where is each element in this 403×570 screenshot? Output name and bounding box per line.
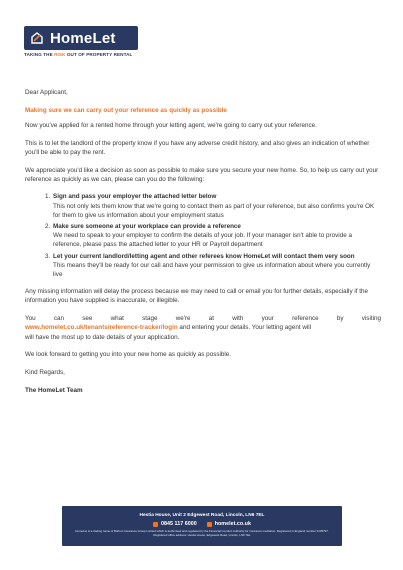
signature: The HomeLet Team bbox=[25, 386, 83, 394]
paragraph-missing-info: Any missing information will delay the process because we may need to call or email you for further details, especially if the information you have supplied is inaccurate, or illegible. bbox=[25, 288, 368, 305]
greeting: Dear Applicant, bbox=[25, 89, 68, 96]
logo-badge bbox=[24, 26, 138, 50]
step-body: We need to speak to your employer to confirm the details of your job. If your manager isn't able to provide a reference, please pass the attached letter to your HR or Payroll department bbox=[53, 232, 352, 249]
web-icon bbox=[207, 522, 212, 527]
letter-headline: Making sure we can carry out your reference as quickly as possible bbox=[25, 106, 227, 114]
steps-list bbox=[25, 192, 381, 279]
paragraph-intro: Now you've applied for a rented home through your letting agent, we're going to carry out your reference. bbox=[25, 121, 317, 129]
brand-tagline: TAKING THE RISK OUT OF PROPERTY RENTAL bbox=[24, 52, 133, 57]
step-title: 1. Sign and pass your employer the attached letter below bbox=[53, 193, 217, 201]
paragraph-purpose: This is to let the landlord of the property know if you have any adverse credit history, and also gives an indication of whether you'll be able to pay the rent. bbox=[25, 139, 370, 156]
footer-website[interactable]: homelet.co.uk bbox=[214, 521, 251, 527]
paragraph-closing: We look forward to getting you into your new home as quickly as possible. bbox=[25, 351, 232, 359]
list-item bbox=[52, 222, 381, 250]
paragraph-tracker: You can see what stage we're at with your reference by visiting www.homelet.co.uk/tenants/reference-tracker/login and entering your details. Your letting agent will will have the most up to date details of your application. bbox=[25, 315, 381, 341]
homelet-logo bbox=[24, 26, 138, 57]
closing: Kind Regards, bbox=[25, 368, 65, 376]
footer-address: Hestia House, Unit 2 Edgewest Road, Lincoln, LN6 7EL bbox=[139, 513, 265, 518]
step-title: 3. Let your current landlord/letting agent and other referees know HomeLet will contact them very soon bbox=[53, 252, 355, 260]
logo-text: HomeLet bbox=[50, 29, 116, 47]
footer-phone: 0845 117 6000 bbox=[161, 521, 197, 527]
footer-legal: HomeLet is a trading name of Barbon Insurance Group Limited which is authorised and regulated by the Financial Conduct Authority for insurance mediation. Registered in England number 3135797. Registered office address: Hestia House, Edgewest Road, Lincoln, LN6 7EL bbox=[75, 529, 329, 537]
step-body: This not only lets them know that we're going to contact them as part of your reference, but also confirms you're OK for them to give us information about your employment status bbox=[53, 202, 375, 219]
phone-icon bbox=[153, 522, 158, 527]
visit-line: You can see what stage we're at with your reference by visiting bbox=[25, 315, 381, 323]
tagline-highlight: RISK bbox=[54, 52, 66, 57]
letter-body bbox=[25, 88, 381, 403]
footer bbox=[62, 506, 342, 546]
footer-contact bbox=[62, 521, 342, 527]
paragraph-request: We appreciate you'd like a decision as soon as possible to make sure you secure your new home. So, to help us carry out your reference as quickly as we can, please can you do the following: bbox=[25, 166, 379, 183]
house-icon bbox=[30, 31, 44, 45]
list-item bbox=[52, 252, 381, 280]
step-title: 2. Make sure someone at your workplace can provide a reference bbox=[53, 223, 241, 231]
reference-tracker-link[interactable]: www.homelet.co.uk/tenants/reference-tracker/login bbox=[25, 324, 178, 332]
step-body: This means they'll be ready for our call and have your permission to give us information about where you currently live bbox=[53, 261, 371, 279]
list-item bbox=[52, 192, 381, 220]
